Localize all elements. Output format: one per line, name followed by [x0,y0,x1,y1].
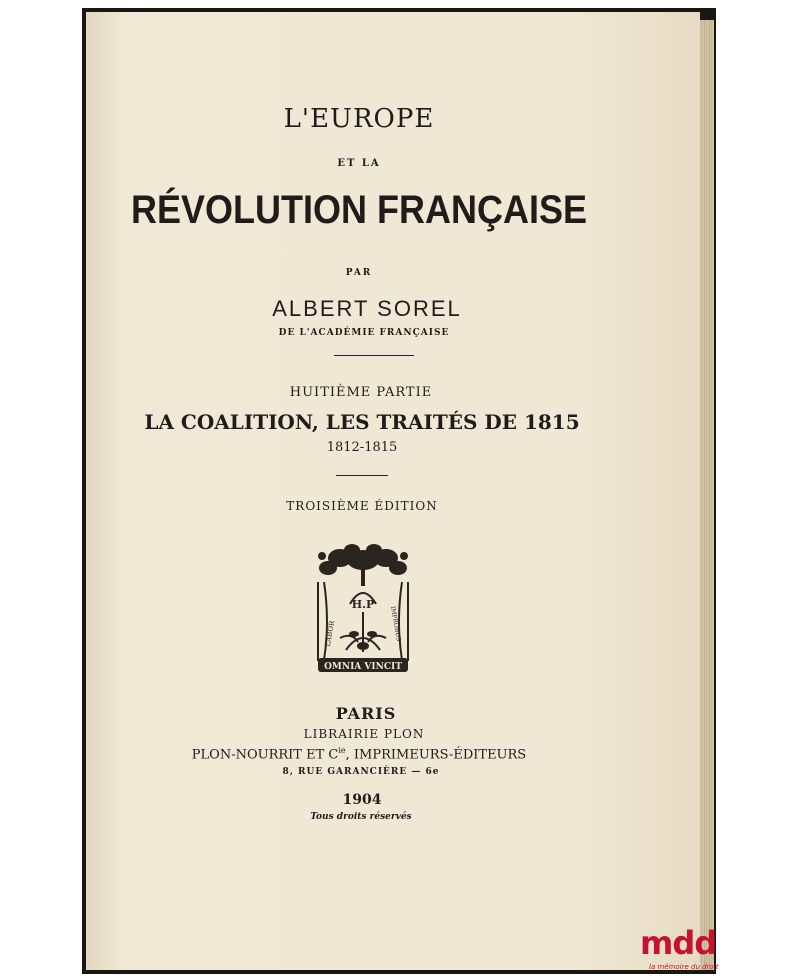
printers-part-b: , IMPRIMEURS-ÉDITEURS [345,747,527,763]
motto-bottom: OMNIA VINCIT [324,662,402,672]
publication-year: 1904 [342,792,382,808]
by-line: PAR [345,268,373,278]
motto-left: LABOR [323,620,337,648]
title-page [86,12,700,970]
printers-line [192,746,526,762]
author-affiliation: DE L'ACADÉMIE FRANÇAISE [278,328,450,338]
printers-mark-emblem [310,542,416,674]
publisher-address: 8, RUE GARANCIÈRE — 6e [282,767,440,777]
divider-rule [336,475,388,476]
mdd-logo: mdd [640,924,717,962]
edition-label: TROISIÈME ÉDITION [286,499,438,513]
monogram-text: H.P [351,598,375,611]
title-top: L'EUROPE [283,104,435,134]
date-range: 1812-1815 [326,440,398,455]
page-edges [700,20,714,970]
rights-notice: Tous droits réservés [310,812,412,822]
title-connector: ET LA [337,158,381,169]
part-label: HUITIÈME PARTIE [289,385,433,400]
printers-superscript: ie [338,746,346,755]
main-title: RÉVOLUTION FRANÇAISE [130,188,588,232]
printers-part-a: PLON-NOURRIT ET C [191,747,339,763]
part-title: LA COALITION, LES TRAITÉS DE 1815 [144,410,580,434]
divider-rule [334,355,414,356]
mdd-tagline: la mémoire du droit [649,963,719,971]
publisher-name: LIBRAIRIE PLON [303,727,425,741]
motto-right: IMPROBUS [388,605,403,642]
imprint-city: PARIS [335,704,397,723]
author-name: ALBERT SOREL [272,296,462,321]
